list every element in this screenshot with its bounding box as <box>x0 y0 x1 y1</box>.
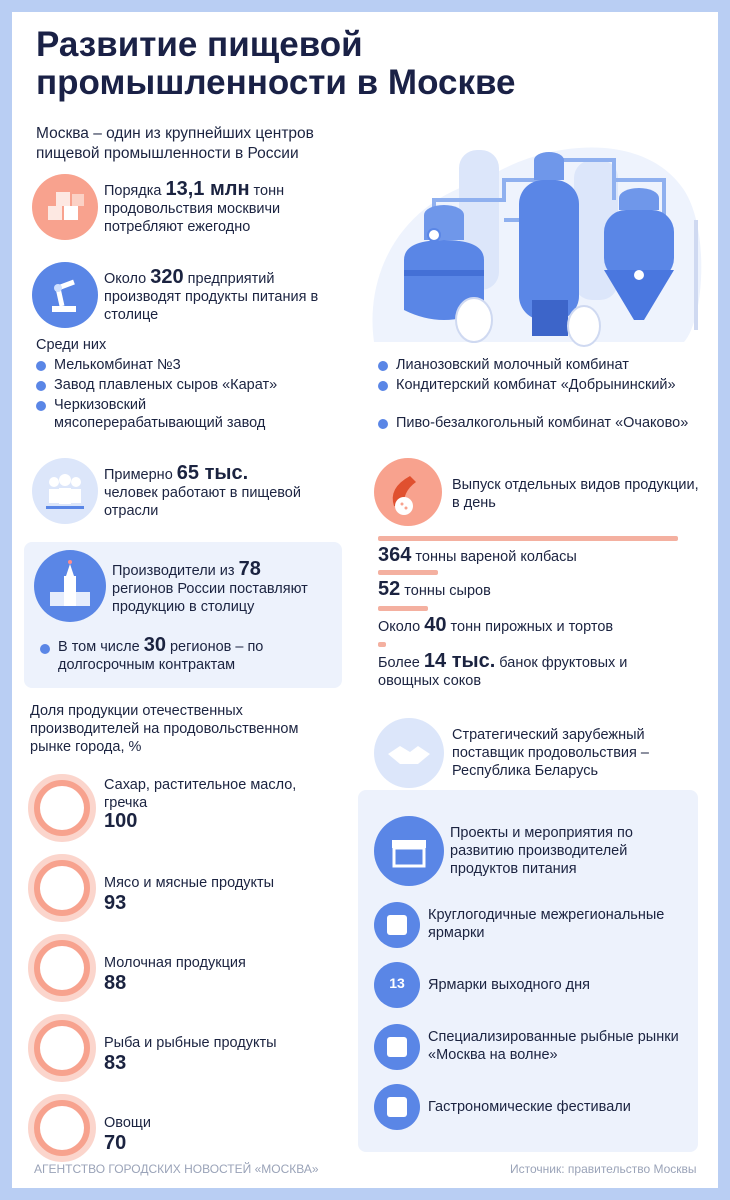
projects-label: Проекты и мероприятия по развитию производителей продуктов питания <box>450 825 633 877</box>
share-ring-hole <box>40 1026 84 1070</box>
output-item <box>378 546 678 566</box>
company-item: Кондитерский комбинат «Добрынинский» <box>396 377 676 393</box>
share-ring-icon <box>28 774 96 842</box>
share-name: Молочная продукция <box>104 955 246 971</box>
regions-fact: Производители из 78 регионов России поставляют продукцию в столицу <box>112 558 308 615</box>
factory-illustration <box>364 120 710 348</box>
cubes-icon <box>32 174 98 240</box>
project-item: Круглогодичные межрегиональные ярмарки <box>428 907 665 941</box>
output-value: 364 <box>378 544 412 566</box>
bullet-dot <box>36 401 46 411</box>
share-ring-hole <box>40 1106 84 1150</box>
output-post: тонны сыров <box>400 583 491 599</box>
share-value: 93 <box>104 892 127 914</box>
share-value: 88 <box>104 972 127 994</box>
bullet-dot <box>40 644 50 654</box>
project-item: Гастрономические фестивали <box>428 1099 631 1115</box>
share-value: 70 <box>104 1132 127 1154</box>
output-bar <box>378 606 428 611</box>
calendar-icon <box>374 902 420 948</box>
ribbon-icon <box>374 1084 420 1130</box>
output-value: 52 <box>378 578 401 600</box>
workers-fact: Примерно 65 тыс. человек работают в пищевой отрасли <box>104 462 301 519</box>
company-item: Завод плавленых сыров «Карат» <box>54 377 278 393</box>
output-value: 14 тыс. <box>423 650 496 672</box>
company-item: Пиво-безалкогольный комбинат «Очаково» <box>396 415 689 431</box>
among-label: Среди них <box>36 337 107 353</box>
consumption-fact: Порядка 13,1 млн тонн продовольствия москвичи потребляют ежегодно <box>104 178 285 235</box>
share-value: 83 <box>104 1052 127 1074</box>
output-bar <box>378 642 386 647</box>
output-post: банок фруктовых и овощных соков <box>378 655 628 689</box>
calendar-day-number: 13 <box>389 975 405 991</box>
output-bar <box>378 536 678 541</box>
share-label: Доля продукции отечественных производителей на продовольственном рынке города, % <box>30 703 299 755</box>
handshake-icon <box>374 718 444 788</box>
project-item: Специализированные рыбные рынки «Москва на волне» <box>428 1029 679 1063</box>
robot-arm-icon <box>32 262 98 328</box>
share-ring-hole <box>40 866 84 910</box>
share-ring-hole <box>40 786 84 830</box>
market-stall-icon <box>374 816 444 886</box>
output-item <box>378 580 678 600</box>
enterprises-fact: Около 320 предприятий производят продукты питания в столице <box>104 266 319 323</box>
kremlin-icon <box>34 550 106 622</box>
bullet-dot <box>378 361 388 371</box>
share-ring-icon <box>28 1014 96 1082</box>
shrimp-icon <box>374 1024 420 1070</box>
bullet-dot <box>36 381 46 391</box>
share-ring-hole <box>40 946 84 990</box>
bullet-dot <box>378 419 388 429</box>
bullet-dot <box>36 361 46 371</box>
share-value: 100 <box>104 810 138 832</box>
sausage-icon <box>374 458 442 526</box>
output-value: 40 <box>424 614 447 636</box>
project-item: Ярмарки выходного дня <box>428 977 590 993</box>
source-footer: Источник: правительство Москвы <box>510 1162 697 1176</box>
agency-footer: АГЕНТСТВО ГОРОДСКИХ НОВОСТЕЙ «МОСКВА» <box>34 1162 319 1176</box>
share-ring-icon <box>28 934 96 1002</box>
output-item <box>378 616 678 636</box>
share-name: Овощи <box>104 1115 151 1131</box>
company-item: Мелькомбинат №3 <box>54 357 181 373</box>
output-pre: Более <box>378 655 424 671</box>
company-item: Черкизовский мясоперерабатывающий завод <box>54 397 266 431</box>
output-post: тонны вареной колбасы <box>411 549 577 565</box>
share-ring-icon <box>28 1094 96 1162</box>
output-bar <box>378 570 438 575</box>
share-name: Рыба и рыбные продукты <box>104 1035 277 1051</box>
calendar-day-icon <box>374 962 420 1008</box>
output-pre: Около <box>378 619 425 635</box>
output-post: тонн пирожных и тортов <box>446 619 614 635</box>
regions-contract-fact: В том числе 30 регионов – по долгосрочным контрактам <box>58 634 264 673</box>
company-item: Лианозовский молочный комбинат <box>396 357 629 373</box>
bullet-dot <box>378 381 388 391</box>
page-subtitle: Москва – один из крупнейших центров пищевой промышленности в России <box>36 125 314 162</box>
output-item <box>378 652 678 690</box>
share-name: Сахар, растительное масло, гречка <box>104 777 297 811</box>
share-name: Мясо и мясные продукты <box>104 875 275 891</box>
partner-fact: Стратегический зарубежный поставщик продовольствия – Республика Беларусь <box>452 727 649 779</box>
people-icon <box>32 458 98 524</box>
share-ring-icon <box>28 854 96 922</box>
infographic <box>12 12 718 1188</box>
output-label: Выпуск отдельных видов продукции, в день <box>452 477 699 511</box>
page-title: Развитие пищевой промышленности в Москве <box>36 25 516 102</box>
